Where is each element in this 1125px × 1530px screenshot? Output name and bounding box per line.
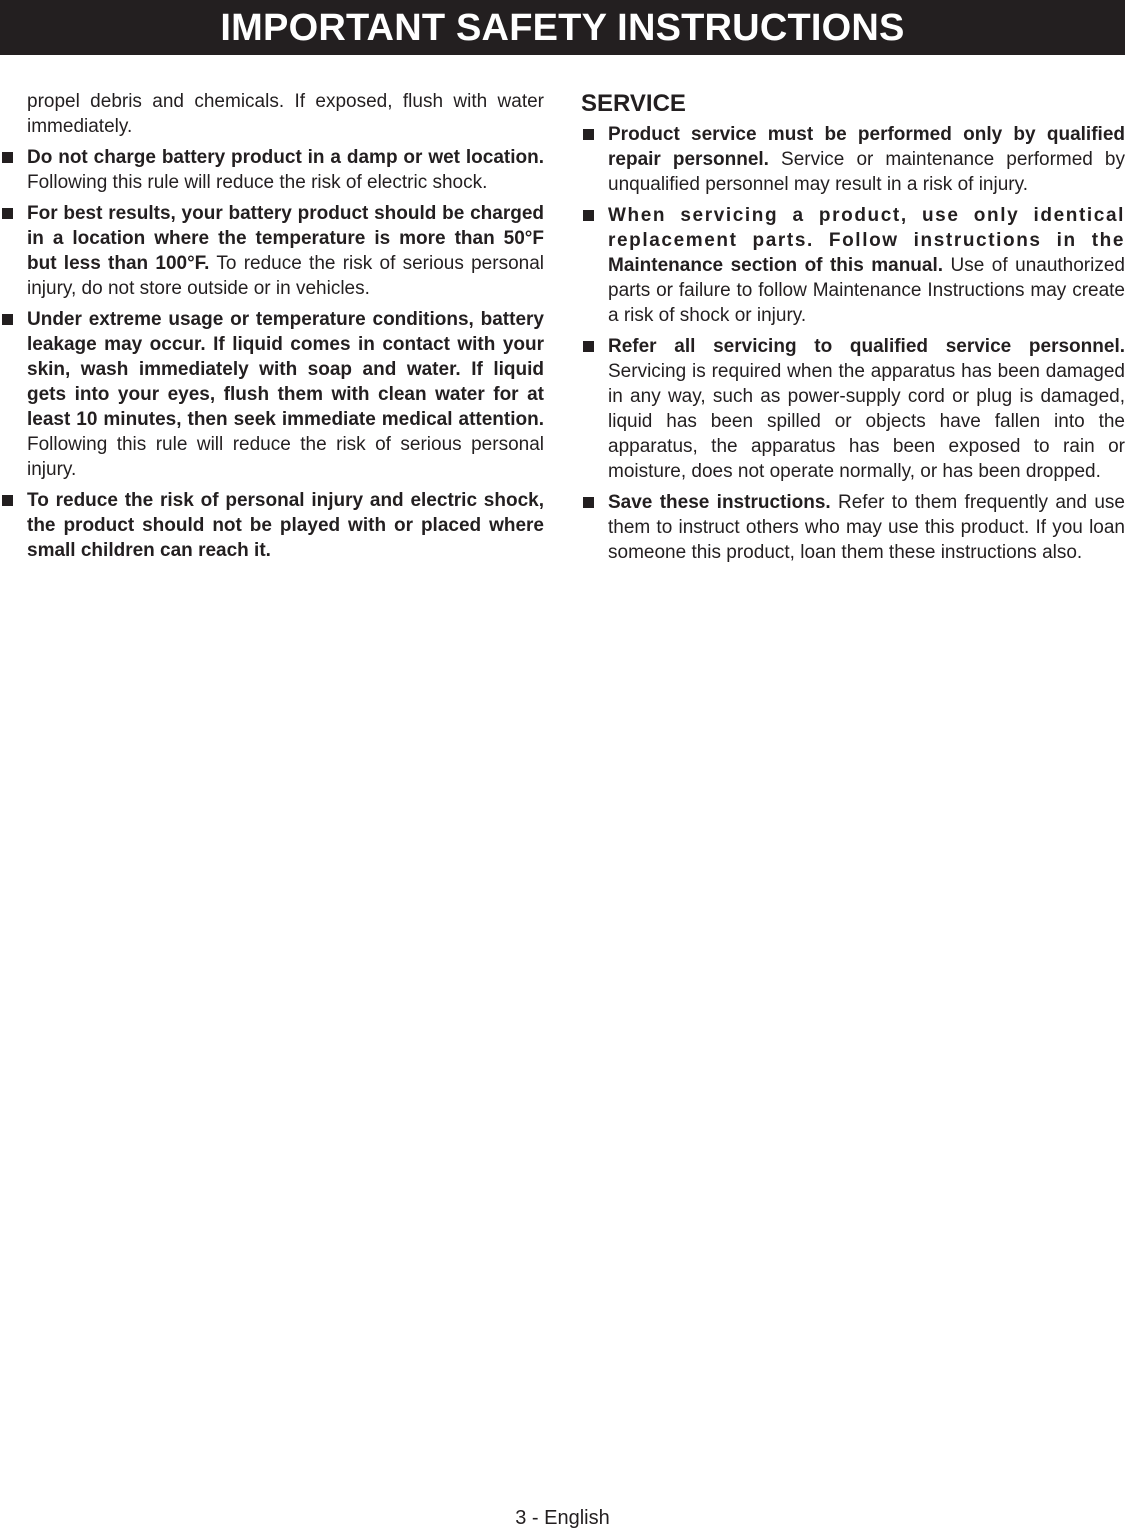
- continuation-paragraph: propel debris and chemicals. If exposed, flush with water immediately.: [27, 91, 544, 137]
- header-bar: [0, 0, 1125, 55]
- bullet-bold-text: To reduce the risk of personal injury and electric shock, the product should not be played with or placed where small children can reach it.: [27, 490, 544, 561]
- bullet-text: Use of unauthorized parts or failure to follow Maintenance Instructions may create a risk of shock or injury.: [608, 255, 1125, 326]
- section-heading-service: SERVICE: [581, 90, 686, 117]
- square-bullet-icon: [583, 341, 594, 352]
- square-bullet-icon: [2, 208, 13, 219]
- bullet-bold-text: Maintenance section of this manual.: [608, 255, 944, 276]
- bullet-text: Following this rule will reduce the risk of electric shock.: [27, 172, 488, 193]
- list-item: [0, 145, 544, 195]
- bullet-text: To reduce the risk of serious personal injury, do not store outside or in vehicles.: [27, 253, 544, 299]
- bullet-bold-spaced-text: When servicing a product, use only identical replacement parts. Follow instructions in the: [608, 205, 1125, 251]
- page-footer: 3 - English: [515, 1507, 610, 1529]
- square-bullet-icon: [2, 314, 13, 325]
- square-bullet-icon: [583, 497, 594, 508]
- square-bullet-icon: [2, 152, 13, 163]
- list-item: [0, 307, 544, 482]
- bullet-text: Servicing is required when the apparatus has been damaged in any way, such as power-supply cord or plug is damaged, liquid has been spilled or objects have fallen into the apparatus, the apparatus has been exposed to rain or moisture, does not operate normally, or has been dropped.: [608, 361, 1125, 482]
- list-item: [581, 122, 1125, 197]
- bullet-bold-text: Save these instructions.: [608, 492, 831, 513]
- bullet-text: Refer to them frequently and use them to instruct others who may use this product. If you loan someone this product, loan them these instructions also.: [608, 492, 1125, 563]
- square-bullet-icon: [2, 495, 13, 506]
- bullet-bold-text: Product service must be performed only by qualified repair personnel.: [608, 124, 1125, 170]
- list-item: [581, 490, 1125, 565]
- list-item: [581, 334, 1125, 484]
- bullet-bold-text: Do not charge battery product in a damp or wet location.: [27, 147, 544, 168]
- list-item: [581, 203, 1125, 328]
- bullet-bold-text: For best results, your battery product should be charged in a location where the temperature is more than 50°F but less than 100°F.: [27, 203, 544, 274]
- square-bullet-icon: [583, 129, 594, 140]
- square-bullet-icon: [583, 210, 594, 221]
- bullet-text: Following this rule will reduce the risk of serious personal injury.: [27, 434, 544, 480]
- list-item: [0, 201, 544, 301]
- right-column: [581, 89, 1125, 571]
- bullet-bold-text: Refer all servicing to qualified service personnel.: [608, 336, 1125, 357]
- bullet-bold-text: Under extreme usage or temperature conditions, battery leakage may occur. If liquid comes in contact with your skin, wash immediately with soap and water. If liquid gets into your eyes, flush them with clean water for at least 10 minutes, then seek immediate medical attention.: [27, 309, 544, 430]
- left-column: [0, 89, 544, 569]
- list-item: [0, 488, 544, 563]
- page-title: IMPORTANT SAFETY INSTRUCTIONS: [220, 6, 905, 49]
- bullet-text: Service or maintenance performed by unqualified personnel may result in a risk of injury.: [608, 149, 1125, 195]
